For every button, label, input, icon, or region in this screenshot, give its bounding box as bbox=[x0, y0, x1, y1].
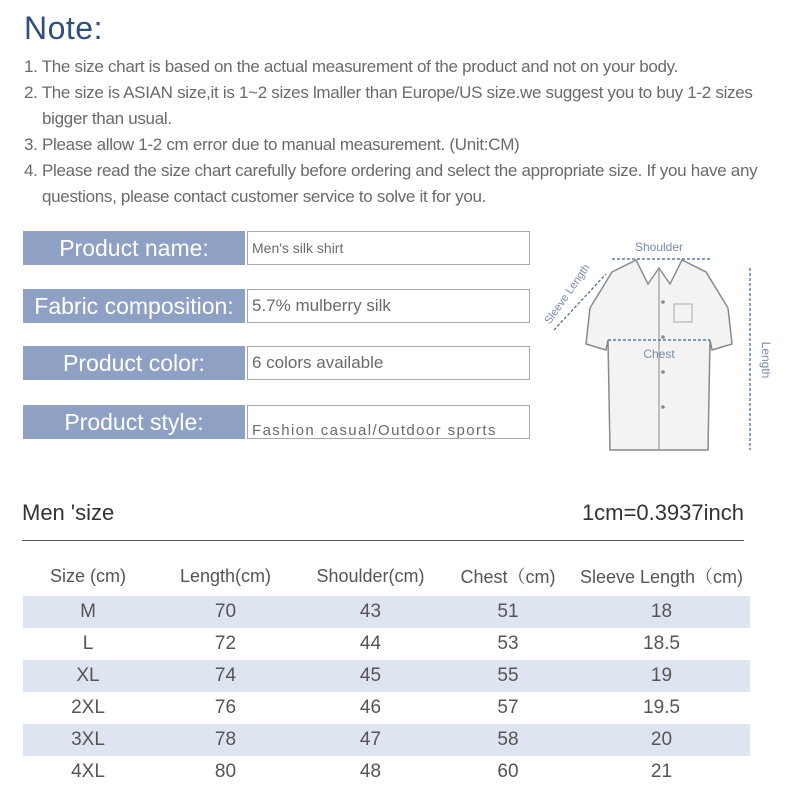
cell-chest: 55 bbox=[443, 660, 573, 692]
cell-length: 80 bbox=[214, 761, 237, 782]
cell-sleeve: 18.5 bbox=[643, 633, 680, 654]
cell-sleeve: 18 bbox=[573, 596, 750, 628]
shirt-diagram bbox=[540, 232, 790, 467]
cell-sleeve: 21 bbox=[650, 761, 673, 782]
shoulder-label: Shoulder bbox=[634, 240, 684, 254]
note-line-4: 4. Please read the size chart carefully before ordering and select the appropriate size. If you have any questions, please contact customer service to solve it for you. bbox=[24, 161, 758, 206]
table-row bbox=[23, 628, 750, 660]
cell-chest: 51 bbox=[443, 596, 573, 628]
product-name-row bbox=[23, 231, 525, 265]
notes-list bbox=[24, 54, 774, 210]
cell-size: 2XL bbox=[71, 697, 105, 718]
style-label: Product style: bbox=[23, 405, 245, 439]
cell-size: XL bbox=[23, 660, 153, 692]
size-heading: Men 'size bbox=[22, 500, 115, 525]
cell-size: 4XL bbox=[71, 761, 105, 782]
cell-shoulder: 48 bbox=[359, 761, 382, 782]
header-shoulder: Shoulder(cm) bbox=[316, 565, 425, 586]
product-name-value: Men's silk shirt bbox=[247, 231, 530, 265]
button-dot bbox=[661, 370, 665, 374]
cell-size: M bbox=[23, 596, 153, 628]
cell-shoulder: 45 bbox=[298, 660, 443, 692]
header-sleeve-length: Sleeve Length（cm) bbox=[579, 567, 744, 587]
button-dot bbox=[661, 335, 665, 339]
chest-label: Chest bbox=[643, 347, 675, 361]
cell-chest: 58 bbox=[443, 724, 573, 756]
header-size: Size (cm) bbox=[50, 565, 126, 586]
button-dot bbox=[661, 300, 665, 304]
fabric-row bbox=[23, 289, 525, 323]
cell-shoulder: 43 bbox=[298, 596, 443, 628]
shirt-measurement-illustration bbox=[540, 232, 790, 467]
fabric-value: 5.7% mulberry silk bbox=[247, 289, 530, 323]
length-label: Length bbox=[759, 341, 773, 379]
button-dot bbox=[661, 405, 665, 409]
cell-length: 74 bbox=[153, 660, 298, 692]
cell-length: 70 bbox=[153, 596, 298, 628]
table-row bbox=[23, 724, 750, 756]
table-row bbox=[23, 596, 750, 628]
color-label: Product color: bbox=[23, 346, 245, 380]
header-length: Length(cm) bbox=[179, 565, 272, 586]
cell-sleeve: 19 bbox=[573, 660, 750, 692]
cell-shoulder: 46 bbox=[359, 697, 382, 718]
cell-shoulder: 47 bbox=[298, 724, 443, 756]
note-line-3: 3. Please allow 1-2 cm error due to manual measurement. (Unit:CM) bbox=[24, 135, 520, 154]
cell-shoulder: 44 bbox=[359, 633, 382, 654]
product-name-label: Product name: bbox=[23, 231, 245, 265]
note-title: Note: bbox=[24, 10, 103, 46]
style-value: Fashion casual/Outdoor sports bbox=[247, 405, 530, 439]
unit-conversion-note: 1cm=0.3937inch bbox=[581, 500, 744, 525]
cell-chest: 57 bbox=[497, 697, 519, 718]
size-table bbox=[23, 556, 750, 788]
size-table-header bbox=[23, 556, 750, 596]
note-line-1: 1. The size chart is based on the actual measurement of the product and not on your body. bbox=[24, 57, 679, 76]
cell-length: 76 bbox=[214, 697, 237, 718]
cell-size: 3XL bbox=[23, 724, 153, 756]
cell-sleeve: 20 bbox=[573, 724, 750, 756]
cell-chest: 53 bbox=[497, 633, 519, 654]
cell-chest: 60 bbox=[497, 761, 519, 782]
sleeve-length-label: Sleeve Length bbox=[542, 262, 593, 327]
cell-sleeve: 19.5 bbox=[643, 697, 680, 718]
section-divider bbox=[22, 540, 744, 541]
cell-size: L bbox=[82, 633, 94, 654]
header-chest: Chest（cm) bbox=[460, 567, 556, 587]
cell-length: 78 bbox=[153, 724, 298, 756]
note-line-2: 2. The size is ASIAN size,it is 1~2 sizes lmaller than Europe/US size.we suggest you to buy 1-2 sizes bigger than usual. bbox=[24, 83, 753, 128]
style-row bbox=[23, 405, 525, 439]
color-row bbox=[23, 346, 525, 380]
cell-length: 72 bbox=[214, 633, 237, 654]
table-row bbox=[23, 756, 750, 788]
color-value: 6 colors available bbox=[247, 346, 530, 380]
table-row bbox=[23, 660, 750, 692]
fabric-label: Fabric composition: bbox=[23, 289, 245, 323]
table-row bbox=[23, 692, 750, 724]
